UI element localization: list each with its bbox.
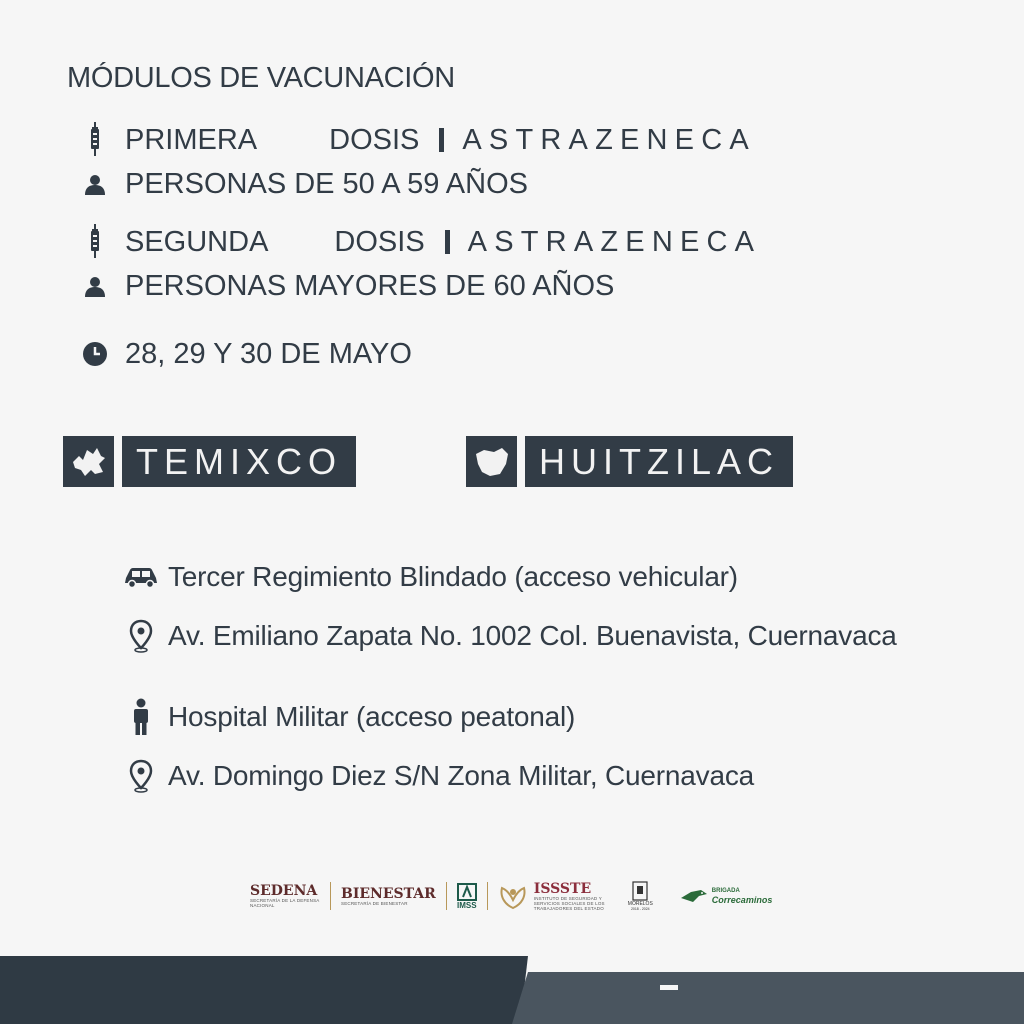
morelos-logo: MORELOS 2018 - 2024 (628, 881, 653, 911)
sedena-logo: SEDENA SECRETARÍA DE LA DEFENSA NACIONAL (250, 883, 320, 908)
dose-1-dosis: DOSIS (329, 123, 420, 156)
roadrunner-icon (679, 886, 709, 906)
brigada-correcaminos-logo: BRIGADA Correcaminos (679, 886, 773, 906)
dose-2-group-row (80, 266, 614, 306)
syringe-icon (80, 122, 110, 158)
person-icon (80, 173, 110, 195)
municipality-name: HUITZILAC (525, 436, 793, 487)
dose-2-vaccine: ASTRAZENECA (467, 225, 762, 258)
separator (439, 128, 444, 152)
map-pin-icon (122, 759, 160, 793)
footer-dash (660, 985, 678, 990)
location-text: Av. Emiliano Zapata No. 1002 Col. Buenavista, Cuernavaca (168, 620, 897, 651)
syringe-icon (80, 224, 110, 260)
location-text: Av. Domingo Diez S/N Zona Militar, Cuernavaca (168, 760, 754, 791)
location-row (122, 616, 897, 656)
map-pin-icon (122, 619, 160, 653)
dose-1-row (80, 120, 756, 160)
footer-band (0, 956, 1024, 1024)
pedestrian-icon (122, 698, 160, 736)
separator (445, 230, 450, 254)
dates-text: 28, 29 Y 30 DE MAYO (125, 337, 412, 370)
dose-2-dosis: DOSIS (334, 225, 425, 258)
page-title: MÓDULOS DE VACUNACIÓN (67, 62, 455, 94)
logo-divider (446, 882, 447, 910)
car-icon (122, 566, 160, 588)
dose-2-label: SEGUNDA (125, 225, 269, 258)
imss-emblem-icon (457, 883, 477, 901)
person-icon (80, 275, 110, 297)
clock-icon (80, 341, 110, 367)
location-text: Hospital Militar (acceso peatonal) (168, 701, 576, 732)
dose-1-label: PRIMERA (125, 123, 258, 156)
location-row (122, 697, 575, 737)
location-row (122, 756, 754, 796)
imss-logo: IMSS (457, 883, 477, 910)
bienestar-logo: BIENESTAR SECRETARÍA DE BIENESTAR (341, 885, 436, 906)
dose-2-row (80, 222, 761, 262)
partner-logos (250, 876, 772, 916)
huitzilac-map-icon (466, 436, 517, 487)
dose-2-group: PERSONAS MAYORES DE 60 AÑOS (125, 269, 615, 302)
location-text: Tercer Regimiento Blindado (acceso vehicular) (168, 561, 738, 592)
morelos-emblem-icon (632, 881, 648, 901)
dose-1-vaccine: ASTRAZENECA (462, 123, 756, 156)
issste-logo: ISSSTE INSTITUTO DE SEGURIDAD Y SERVICIOS SOCIALES DE LOS TRABAJADORES DEL ESTADO (498, 882, 606, 911)
logo-divider (487, 882, 488, 910)
location-row (122, 557, 738, 597)
dose-1-group: PERSONAS DE 50 A 59 AÑOS (125, 167, 528, 200)
temixco-map-icon (63, 436, 114, 487)
issste-emblem-icon (498, 882, 528, 910)
municipality-name: TEMIXCO (122, 436, 356, 487)
dates-row (80, 334, 412, 374)
logo-divider (330, 882, 331, 910)
municipality-temixco (63, 436, 356, 487)
municipality-huitzilac (466, 436, 793, 487)
dose-1-group-row (80, 164, 528, 204)
